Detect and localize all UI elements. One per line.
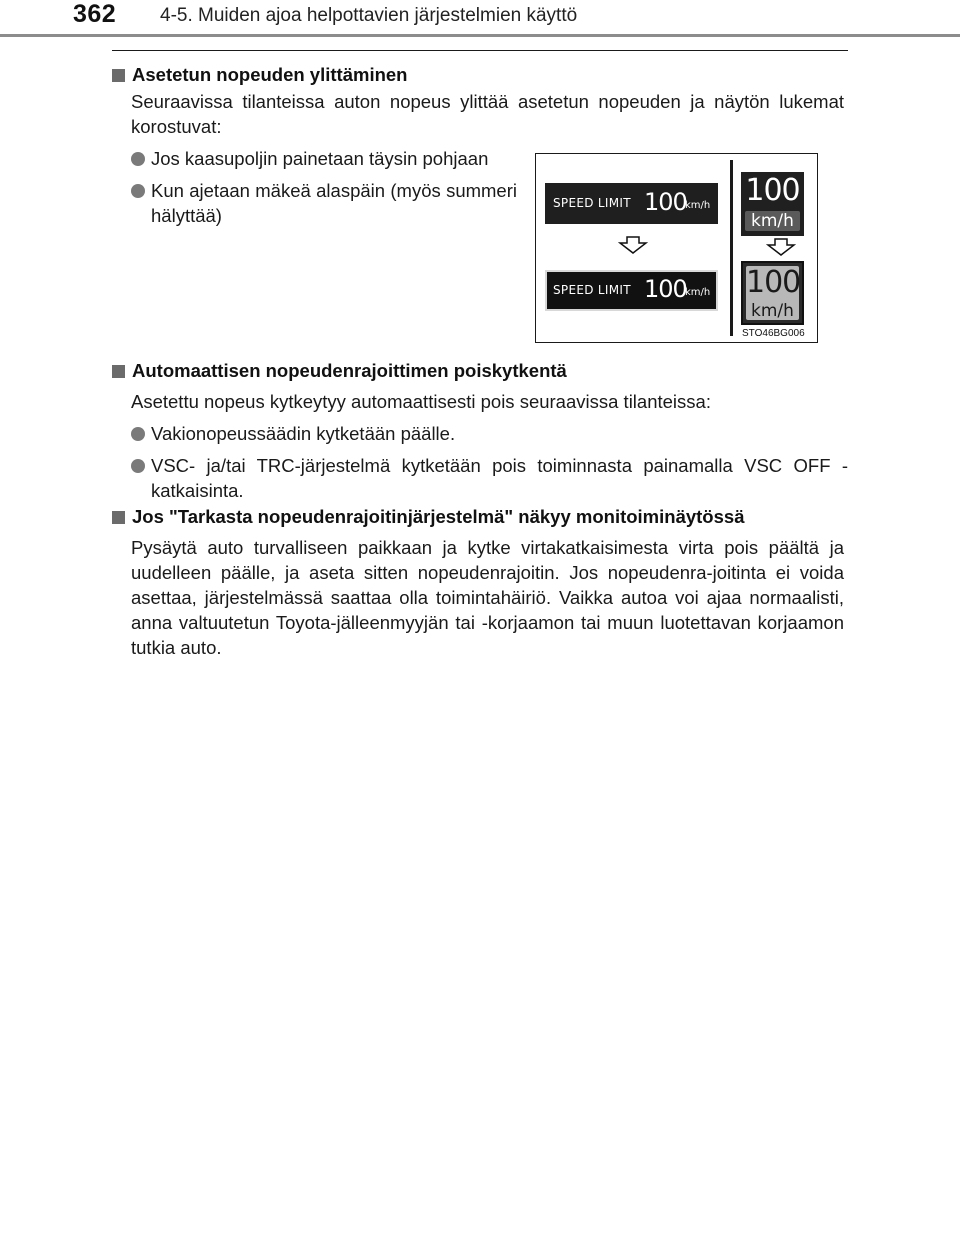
section-title: Asetetun nopeuden ylittäminen	[132, 64, 408, 85]
section-check-system-message	[112, 506, 848, 660]
speed-limit-label: SPEED LIMIT	[553, 196, 631, 210]
square-bullet-icon	[112, 69, 125, 82]
speed-limit-display-highlighted	[545, 270, 718, 311]
list-item	[131, 178, 517, 228]
circle-bullet-icon	[131, 427, 145, 441]
figure-code: STO46BG006	[742, 328, 805, 339]
figure-divider	[730, 160, 733, 336]
chapter-title: 4-5. Muiden ajoa helpottavien järjestelmien käyttö	[160, 5, 578, 26]
section-heading	[112, 506, 848, 528]
page-header	[0, 0, 960, 36]
header-divider	[0, 34, 960, 37]
badge-unit: km/h	[745, 211, 800, 231]
speed-badge-highlighted	[741, 261, 804, 325]
speed-limit-label: SPEED LIMIT	[553, 283, 631, 297]
arrow-down-icon	[766, 238, 796, 256]
badge-unit: km/h	[751, 301, 794, 321]
content-top-rule	[112, 50, 848, 51]
section-heading	[112, 360, 848, 382]
square-bullet-icon	[112, 365, 125, 378]
section-heading	[112, 64, 848, 86]
badge-highlight	[746, 266, 799, 320]
circle-bullet-icon	[131, 459, 145, 473]
speed-limit-display-illustration	[535, 153, 818, 343]
list-item-text: Kun ajetaan mäkeä alaspäin (myös summeri hälyttää)	[151, 180, 517, 226]
section-title: Automaattisen nopeudenrajoittimen poiskytkentä	[132, 360, 567, 381]
section-title: Jos "Tarkasta nopeudenrajoitinjärjestelmä" näkyy monitoiminäytössä	[132, 506, 745, 527]
list-item	[131, 146, 517, 171]
speed-badge-normal	[741, 172, 804, 236]
speed-limit-value: 100	[644, 275, 687, 303]
square-bullet-icon	[112, 511, 125, 524]
badge-value: 100	[746, 265, 801, 300]
list-item	[131, 453, 848, 503]
list-item-text: VSC- ja/tai TRC-järjestelmä kytketään pois toiminnasta painamalla VSC OFF -katkaisinta.	[151, 455, 848, 501]
list-item-text: Vakionopeussäädin kytketään päälle.	[151, 423, 456, 444]
list-item-text: Jos kaasupoljin painetaan täysin pohjaan	[151, 148, 489, 169]
section-paragraph: Asetettu nopeus kytkeytyy automaattisesti pois seuraavissa tilanteissa:	[131, 391, 711, 412]
speed-limit-unit: km/h	[685, 200, 711, 211]
section-auto-disengage	[112, 360, 848, 503]
arrow-down-icon	[618, 236, 648, 254]
badge-value: 100	[745, 173, 800, 208]
speed-limit-value: 100	[644, 188, 687, 216]
circle-bullet-icon	[131, 184, 145, 198]
section-paragraph: Pysäytä auto turvalliseen paikkaan ja kytke virtakatkaisimesta virta pois päältä ja uudelleen päälle, ja aseta sitten nopeudenrajoitin. Jos nopeudenra-joitinta ei voida asettaa, järjestelmässä saattaa olla toimintahäiriö. Vaikka autoa voi ajaa normaalisti, anna valtuutetun Toyota-jälleenmyyjän tai -korjaamon tai muun luotettavan korjaamon tutkia auto.	[131, 537, 844, 658]
speed-limit-display-normal	[545, 183, 718, 224]
circle-bullet-icon	[131, 152, 145, 166]
page-number: 362	[73, 0, 117, 28]
list-item	[131, 421, 848, 446]
speed-limit-unit: km/h	[685, 287, 711, 298]
section-paragraph: Seuraavissa tilanteissa auton nopeus ylittää asetetun nopeuden ja näytön lukemat korostuvat:	[131, 91, 844, 137]
